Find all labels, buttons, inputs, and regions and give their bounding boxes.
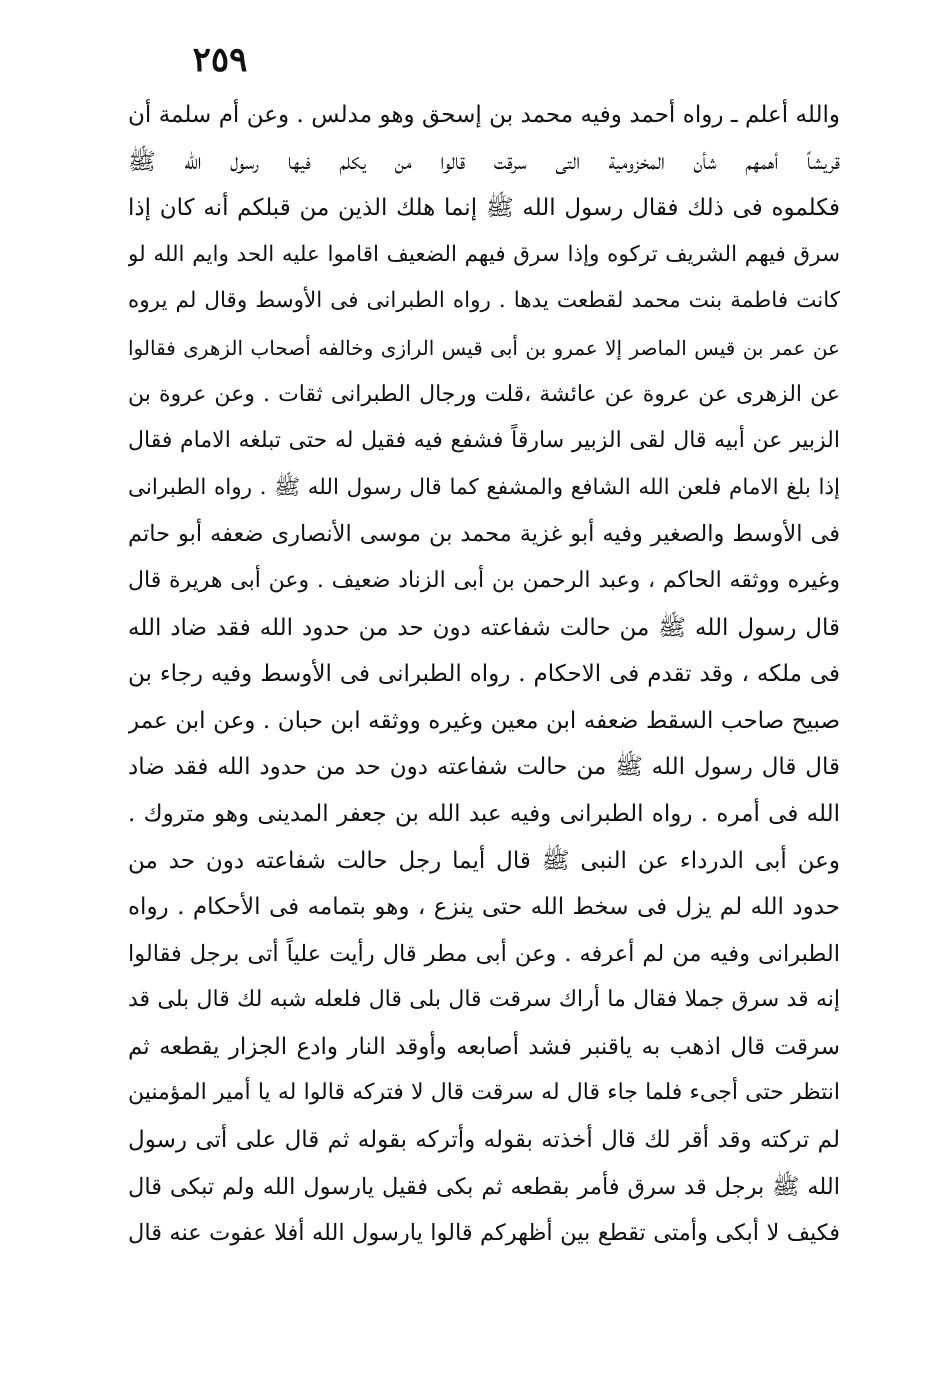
page-number: ٢٥٩ bbox=[192, 40, 248, 80]
text-line: قال قال رسول الله ﷺ من حالت شفاعته دون حد من حدود الله فقد ضاد bbox=[128, 754, 840, 781]
text-line: قريشاً أهمهم شأن المخزومية التى سرقت قالوا من يكلم فيها رسول الله ﷺ bbox=[128, 148, 840, 175]
text-line: فى ملكه ، وقد تقدم فى الاحكام . رواه الطبرانى فى الأوسط وفيه رجاء بن bbox=[128, 661, 840, 688]
text-line: عن عمر بن قيس الماصر إلا عمرو بن أبى قيس الرازى وخالفه أصحاب الزهرى فقالوا bbox=[128, 335, 840, 360]
text-line: انتظر حتى أجىء فلما جاء قال له سرقت قال لا فتركه قالوا له يا أمير المؤمنين bbox=[128, 1080, 840, 1106]
text-line: إنه قد سرق جملا فقال ما أراك سرقت قال بلى قال فلعله شبه لك قال بلى قد bbox=[128, 987, 840, 1013]
text-line: كانت فاطمة بنت محمد لقطعت يدها . رواه الطبرانى فى الأوسط وقال لم يروه bbox=[128, 288, 840, 314]
text-line: فى الأوسط والصغير وفيه أبو غزية محمد بن موسى الأنصارى ضعفه أبو حاتم bbox=[128, 521, 840, 548]
text-line: وغيره ووثقه الحاكم ، وعبد الرحمن بن أبى الزناد ضعيف . وعن أبى هريرة قال bbox=[128, 567, 840, 593]
text-line: الله فى أمره . رواه الطبرانى وفيه عبد الله بن جعفر المدينى وهو متروك . bbox=[128, 800, 840, 827]
text-line: فكلموه فى ذلك فقال رسول الله ﷺ إنما هلك الذين من قبلكم أنه كان إذا bbox=[128, 195, 840, 222]
text-line: الزبير عن أبيه قال لقى الزبير سارقاً فشفع فيه فقيل له حتى تبلغه الامام فقال bbox=[128, 428, 840, 454]
text-line: سرقت قال اذهب به ياقنبر فشد أصابعه وأوقد النار وادع الجزار يقطعه ثم bbox=[128, 1033, 840, 1060]
text-line: صبيح صاحب السقط ضعفه ابن معين وغيره ووثقه ابن حبان . وعن ابن عمر bbox=[128, 707, 840, 734]
text-line: فكيف لا أبكى وأمتى تقطع بين أظهركم قالوا يارسول الله أفلا عفوت عنه قال bbox=[128, 1220, 840, 1247]
text-line: قال رسول الله ﷺ من حالت شفاعته دون حد من حدود الله فقد ضاد الله bbox=[128, 614, 840, 641]
text-line: وعن أبى الدرداء عن النبى ﷺ قال أيما رجل حالت شفاعته دون حد من bbox=[128, 847, 840, 874]
text-line: لم تركته وقد أقر لك قال أخذته بقوله وأتركه بقوله ثم قال على أتى رسول bbox=[128, 1127, 840, 1154]
text-line: الطبرانى وفيه من لم أعرفه . وعن أبى مطر قال رأيت علياً أتى برجل فقالوا bbox=[128, 940, 840, 967]
text-line: والله أعلم ـ رواه أحمد وفيه محمد بن إسحق وهو مدلس . وعن أم سلمة أن bbox=[128, 102, 840, 128]
text-line: الله ﷺ برجل قد سرق فأمر بقطعه ثم بكى فقيل يارسول الله ولم تبكى قال bbox=[128, 1173, 840, 1200]
text-line: حدود الله لم يزل فى سخط الله حتى ينزع ، وهو بتمامه فى الأحكام . رواه bbox=[128, 894, 840, 921]
body-text bbox=[128, 92, 840, 1257]
text-line: إذا بلغ الامام فلعن الله الشافع والمشفع كما قال رسول الله ﷺ . رواه الطبرانى bbox=[128, 474, 840, 500]
text-line: عن الزهرى عن عروة عن عائشة ،قلت ورجال الطبرانى ثقات . وعن عروة بن bbox=[128, 381, 840, 407]
text-line: سرق فيهم الشريف تركوه وإذا سرق فيهم الضعيف اقاموا عليه الحد وايم الله لو bbox=[128, 241, 840, 267]
